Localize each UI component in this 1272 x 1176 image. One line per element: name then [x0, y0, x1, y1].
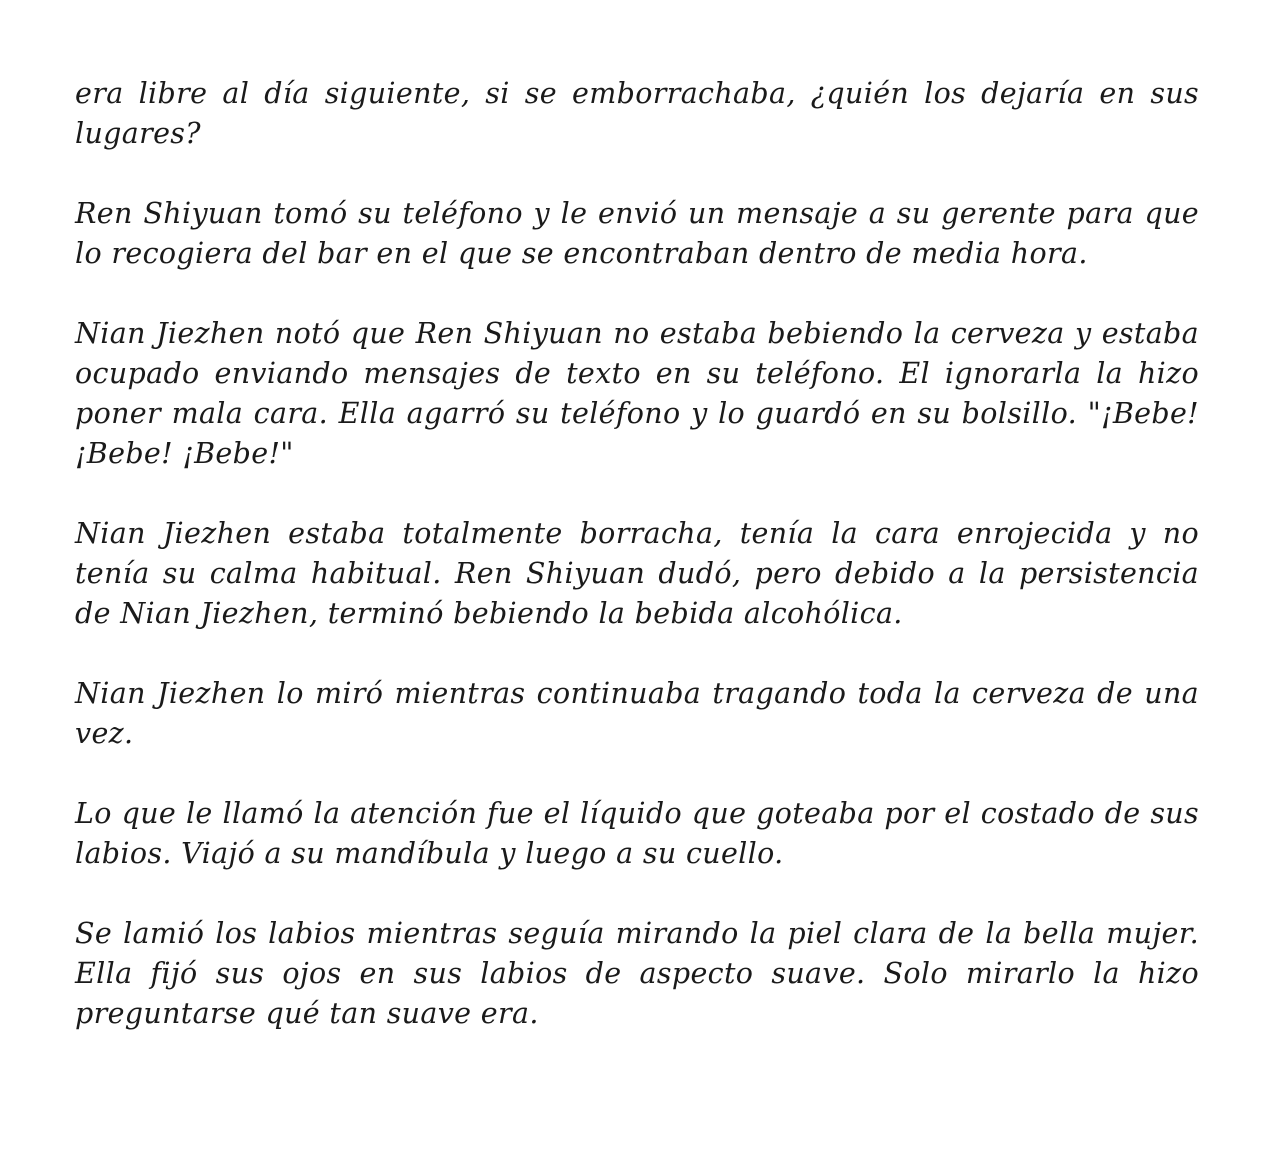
paragraph-7: Se lamió los labios mientras seguía mirando la piel clara de la bella mujer. Ella fijó sus ojos en sus labios de aspecto suave. Solo mirarlo la hizo preguntarse qué tan suave era.: [75, 917, 1199, 1030]
paragraph-4: Nian Jiezhen estaba totalmente borracha, tenía la cara enrojecida y no tenía su calma habitual. Ren Shiyuan dudó, pero debido a la persistencia de Nian Jiezhen, terminó bebiendo la bebida alcohólica.: [75, 517, 1199, 630]
document-page: [75, 74, 1199, 1074]
paragraph-6: Lo que le llamó la atención fue el líquido que goteaba por el costado de sus labios. Viajó a su mandíbula y luego a su cuello.: [75, 797, 1199, 870]
paragraph-3: Nian Jiezhen notó que Ren Shiyuan no estaba bebiendo la cerveza y estaba ocupado enviando mensajes de texto en su teléfono. El ignorarla la hizo poner mala cara. Ella agarró su teléfono y lo guardó en su bolsillo. "¡Bebe! ¡Bebe! ¡Bebe!": [75, 317, 1199, 470]
paragraph-2: Ren Shiyuan tomó su teléfono y le envió un mensaje a su gerente para que lo recogiera del bar en el que se encontraban dentro de media hora.: [75, 197, 1199, 270]
paragraph-5: Nian Jiezhen lo miró mientras continuaba tragando toda la cerveza de una vez.: [75, 677, 1199, 750]
paragraph-1: era libre al día siguiente, si se emborrachaba, ¿quién los dejaría en sus lugares?: [75, 77, 1199, 150]
